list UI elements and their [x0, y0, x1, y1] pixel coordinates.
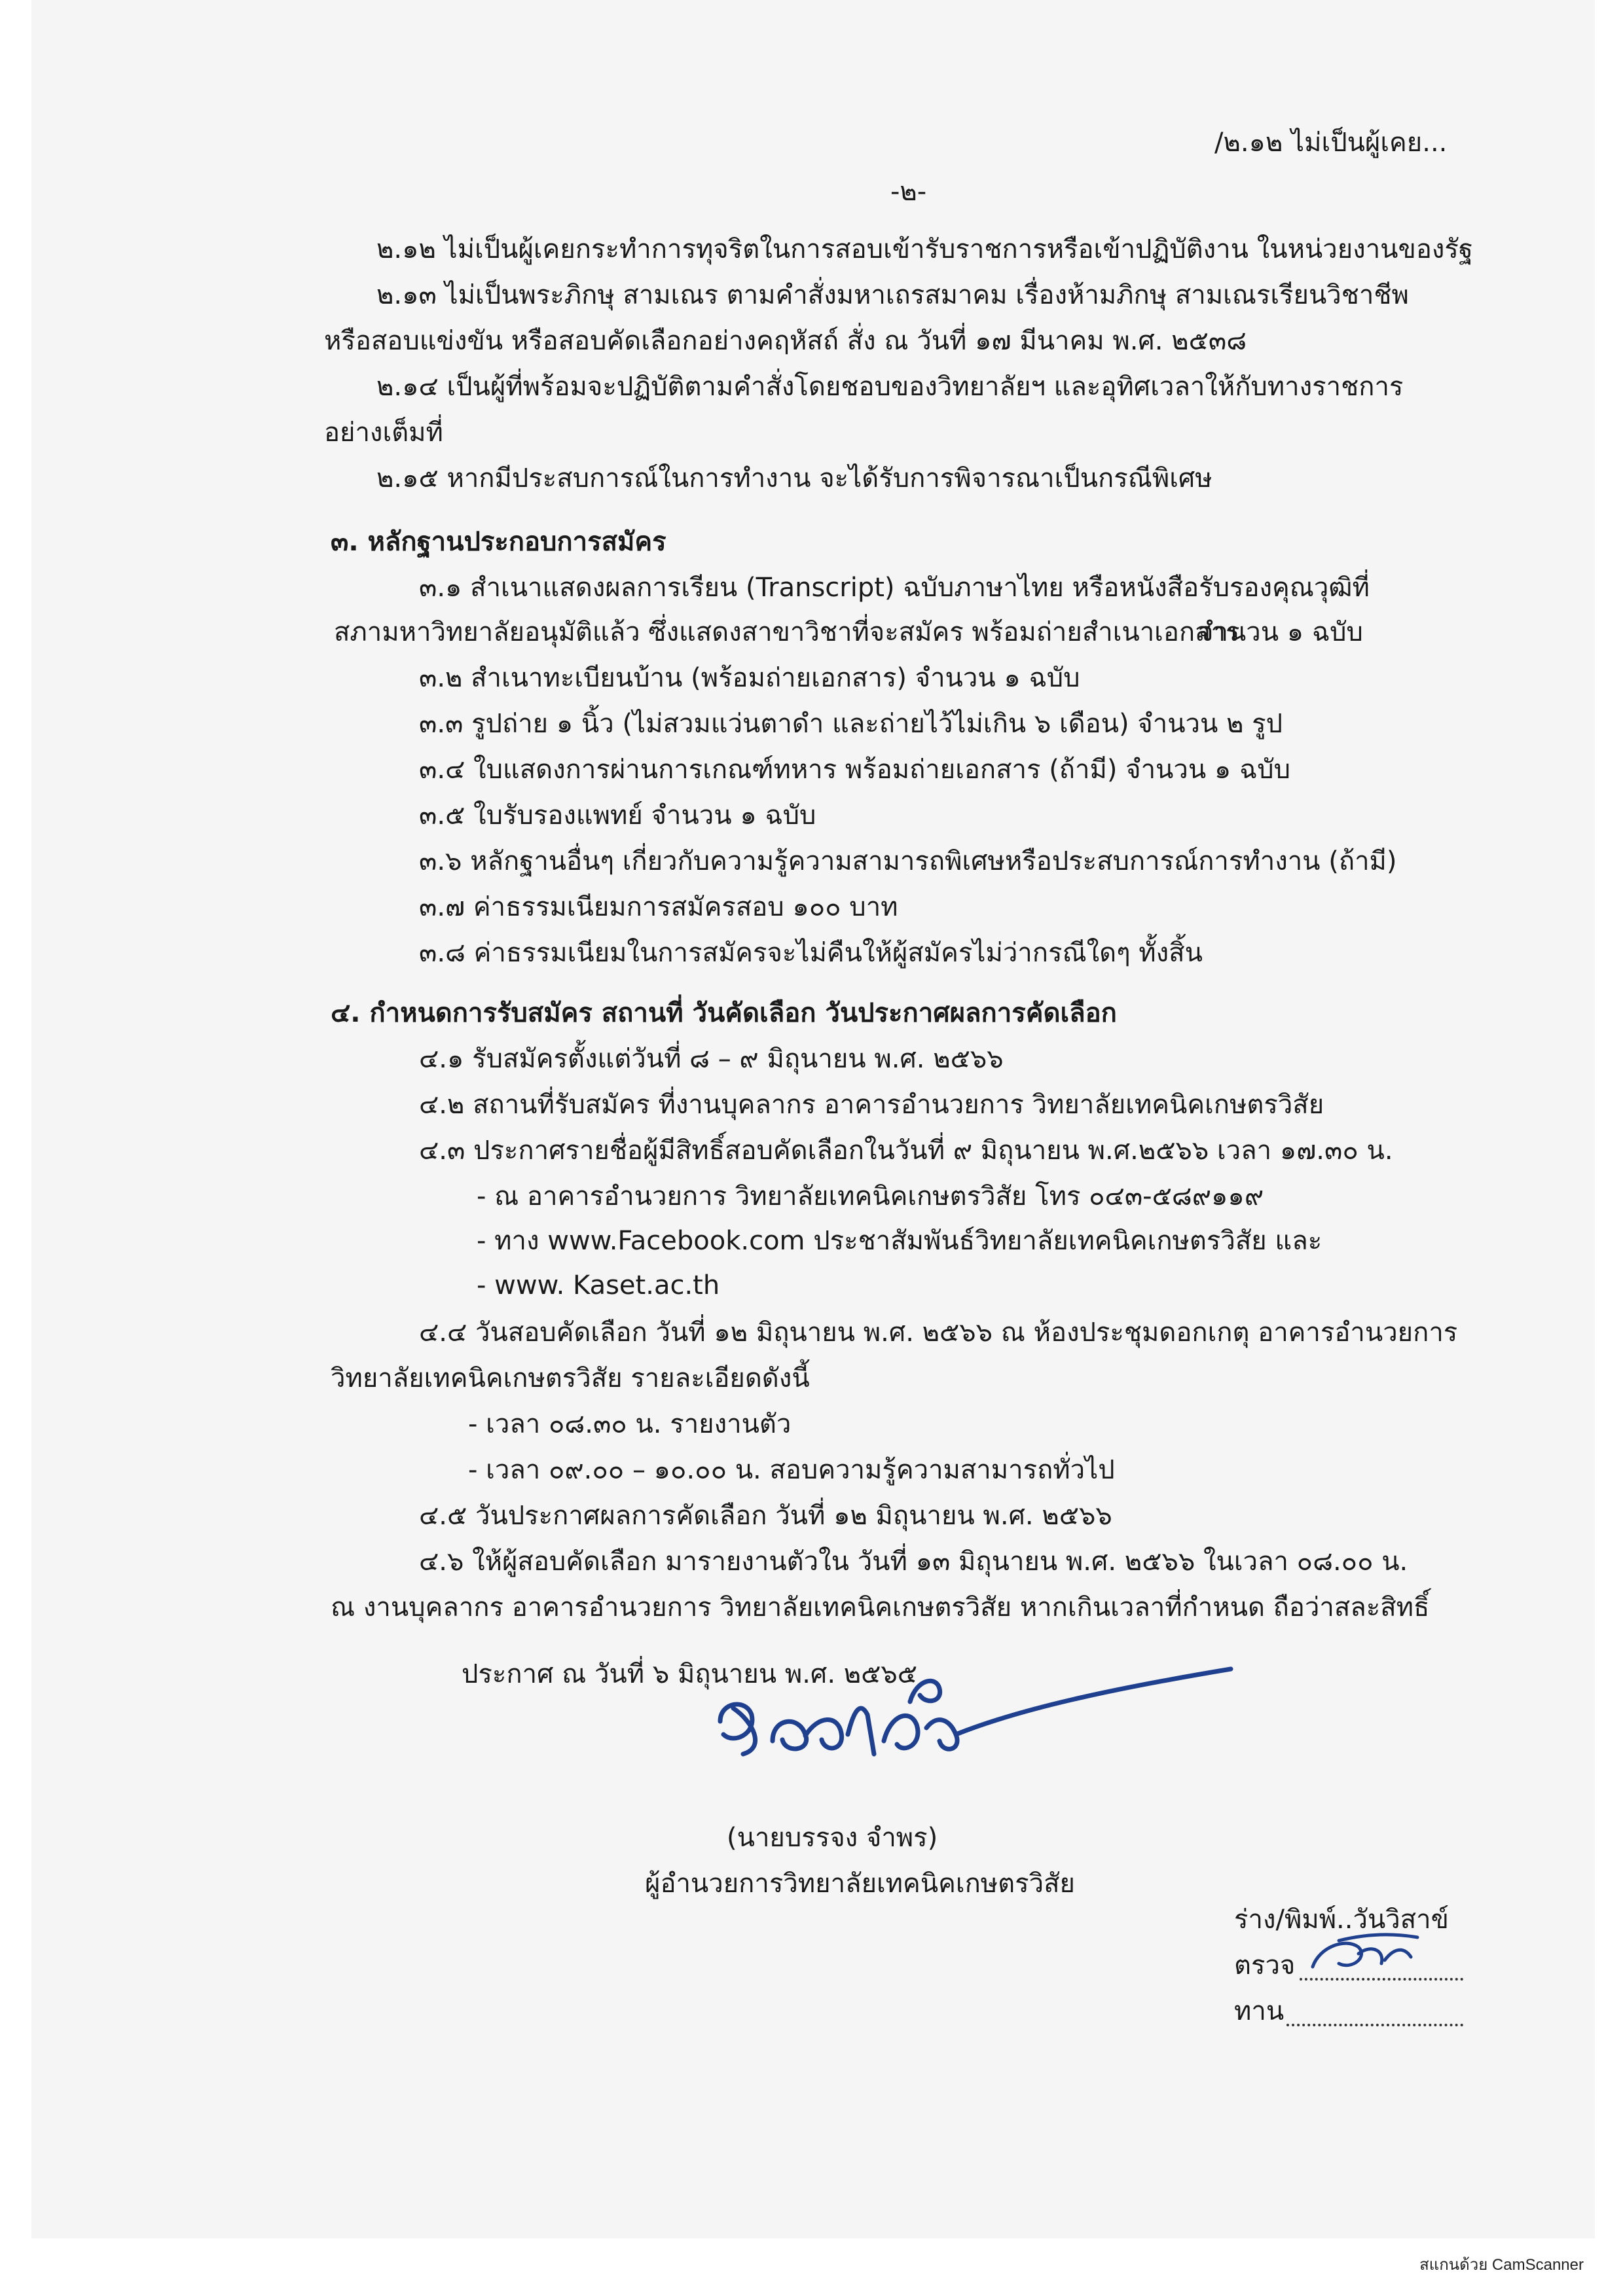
item-4-4-line1: ๔.๔ วันสอบคัดเลือก วันที่ ๑๒ มิถุนายน พ.ศ. ๒๕๖๖ ณ ห้องประชุมดอกเกตุ อาคารอำนวยการ: [419, 1318, 1458, 1348]
carry-over-text: /๒.๑๒ ไม่เป็นผู้เคย...: [1214, 128, 1448, 158]
item-4-6-line1: ๔.๖ ให้ผู้สอบคัดเลือก มารายงานตัวใน วันที่ ๑๓ มิถุนายน พ.ศ. ๒๕๖๖ ในเวลา ๐๘.๐๐ น.: [419, 1547, 1408, 1577]
section4-heading: ๔. กำหนดการรับสมัคร สถานที่ วันคัดเลือก วันประกาศผลการคัดเลือก: [331, 998, 1117, 1028]
reviewed-signature-line: [1286, 2024, 1463, 2026]
item-3-1-line1: ๓.๑ สำเนาแสดงผลการเรียน (Transcript) ฉบับภาษาไทย หรือหนังสือรับรองคุณวุฒิที่: [419, 573, 1370, 603]
item-4-3: ๔.๓ ประกาศรายชื่อผู้มีสิทธิ์สอบคัดเลือกในวันที่ ๙ มิถุนายน พ.ศ.๒๕๖๖ เวลา ๑๗.๓๐ น.: [419, 1136, 1393, 1166]
item-2-14-line2: อย่างเต็มที่: [324, 418, 443, 448]
item-4-6-line2: ณ งานบุคลากร อาคารอำนวยการ วิทยาลัยเทคนิคเกษตรวิสัย หากเกินเวลาที่กำหนด ถือว่าสละสิทธิ์: [331, 1592, 1430, 1623]
item-3-8: ๓.๘ ค่าธรรมเนียมในการสมัครจะไม่คืนให้ผู้สมัครไม่ว่ากรณีใดๆ ทั้งสิ้น: [419, 938, 1203, 968]
item-3-7: ๓.๗ ค่าธรรมเนียมการสมัครสอบ ๑๐๐ บาท: [419, 892, 898, 922]
section3-heading: ๓. หลักฐานประกอบการสมัคร: [331, 527, 666, 557]
announcement-channel-website: - www. Kaset.ac.th: [477, 1270, 720, 1300]
item-4-5: ๔.๕ วันประกาศผลการคัดเลือก วันที่ ๑๒ มิถุนายน พ.ศ. ๒๕๖๖: [419, 1501, 1112, 1531]
item-2-13-line2: หรือสอบแข่งขัน หรือสอบคัดเลือกอย่างคฤหัสถ์ สั่ง ณ วันที่ ๑๗ มีนาคม พ.ศ. ๒๕๓๘: [324, 326, 1247, 356]
item-3-1-count: จำนวน ๑ ฉบับ: [1198, 617, 1363, 647]
item-3-4: ๓.๔ ใบแสดงการผ่านการเกณฑ์ทหาร พร้อมถ่ายเอกสาร (ถ้ามี) จำนวน ๑ ฉบับ: [419, 755, 1291, 785]
schedule-exam-time: - เวลา ๐๙.๐๐ – ๑๐.๐๐ น. สอบความรู้ความสามารถทั่วไป: [468, 1455, 1115, 1485]
signer-title: ผู้อำนวยการวิทยาลัยเทคนิคเกษตรวิสัย: [645, 1869, 1075, 1899]
drafted-by: ร่าง/พิมพ์..วันวิสาข์: [1234, 1905, 1449, 1935]
item-4-4-line2: วิทยาลัยเทคนิคเกษตรวิสัย รายละเอียดดังนี้: [331, 1363, 810, 1393]
item-2-13-line1: ๒.๑๓ ไม่เป็นพระภิกษุ สามเณร ตามคำสั่งมหาเถรสมาคม เรื่องห้ามภิกษุ สามเณรเรียนวิชาชีพ: [376, 280, 1409, 310]
item-3-2: ๓.๒ สำเนาทะเบียนบ้าน (พร้อมถ่ายเอกสาร) จำนวน ๑ ฉบับ: [419, 663, 1080, 693]
item-2-12: ๒.๑๒ ไม่เป็นผู้เคยกระทำการทุจริตในการสอบเข้ารับราชการหรือเข้าปฏิบัติงาน ในหน่วยงานของรัฐ: [376, 234, 1473, 264]
scanner-watermark: สแกนด้วย CamScanner: [1419, 2256, 1584, 2274]
item-2-14-line1: ๒.๑๔ เป็นผู้ที่พร้อมจะปฏิบัติตามคำสั่งโดยชอบของวิทยาลัยฯ และอุทิศเวลาให้กับทางราชการ: [376, 372, 1404, 402]
item-4-2: ๔.๒ สถานที่รับสมัคร ที่งานบุคลากร อาคารอำนวยการ วิทยาลัยเทคนิคเกษตรวิสัย: [419, 1090, 1324, 1120]
item-3-1-line2: สภามหาวิทยาลัยอนุมัติแล้ว ซึ่งแสดงสาขาวิชาที่จะสมัคร พร้อมถ่ายสำเนาเอกสาร: [334, 617, 1240, 647]
director-signature: [707, 1662, 1244, 1793]
item-2-15: ๒.๑๕ หากมีประสบการณ์ในการทำงาน จะได้รับการพิจารณาเป็นกรณีพิเศษ: [376, 463, 1213, 493]
announcement-date: ประกาศ ณ วันที่ ๖ มิถุนายน พ.ศ. ๒๕๖๕: [462, 1659, 918, 1689]
item-3-3: ๓.๓ รูปถ่าย ๑ นิ้ว (ไม่สวมแว่นตาดำ และถ่ายไว้ไม่เกิน ๖ เดือน) จำนวน ๒ รูป: [419, 709, 1283, 739]
page-number: -๒-: [890, 177, 927, 207]
signer-name: (นายบรรจง จำพร): [727, 1823, 938, 1853]
item-3-6: ๓.๖ หลักฐานอื่นๆ เกี่ยวกับความรู้ความสามารถพิเศษหรือประสบการณ์การทำงาน (ถ้ามี): [419, 846, 1397, 876]
item-4-1: ๔.๑ รับสมัครตั้งแต่วันที่ ๘ – ๙ มิถุนายน พ.ศ. ๒๕๖๖: [419, 1044, 1004, 1074]
checker-initials: [1306, 1928, 1424, 1980]
reviewed-label: ทาน: [1234, 1996, 1285, 2026]
announcement-channel-office: - ณ อาคารอำนวยการ วิทยาลัยเทคนิคเกษตรวิสัย โทร ๐๔๓-๕๘๙๑๑๙: [477, 1181, 1264, 1211]
announcement-channel-facebook: - ทาง www.Facebook.com ประชาสัมพันธ์วิทยาลัยเทคนิคเกษตรวิสัย และ: [477, 1226, 1322, 1256]
item-3-5: ๓.๕ ใบรับรองแพทย์ จำนวน ๑ ฉบับ: [419, 800, 816, 831]
schedule-report-time: - เวลา ๐๘.๓๐ น. รายงานตัว: [468, 1409, 792, 1439]
checked-label: ตรวจ: [1234, 1950, 1296, 1981]
